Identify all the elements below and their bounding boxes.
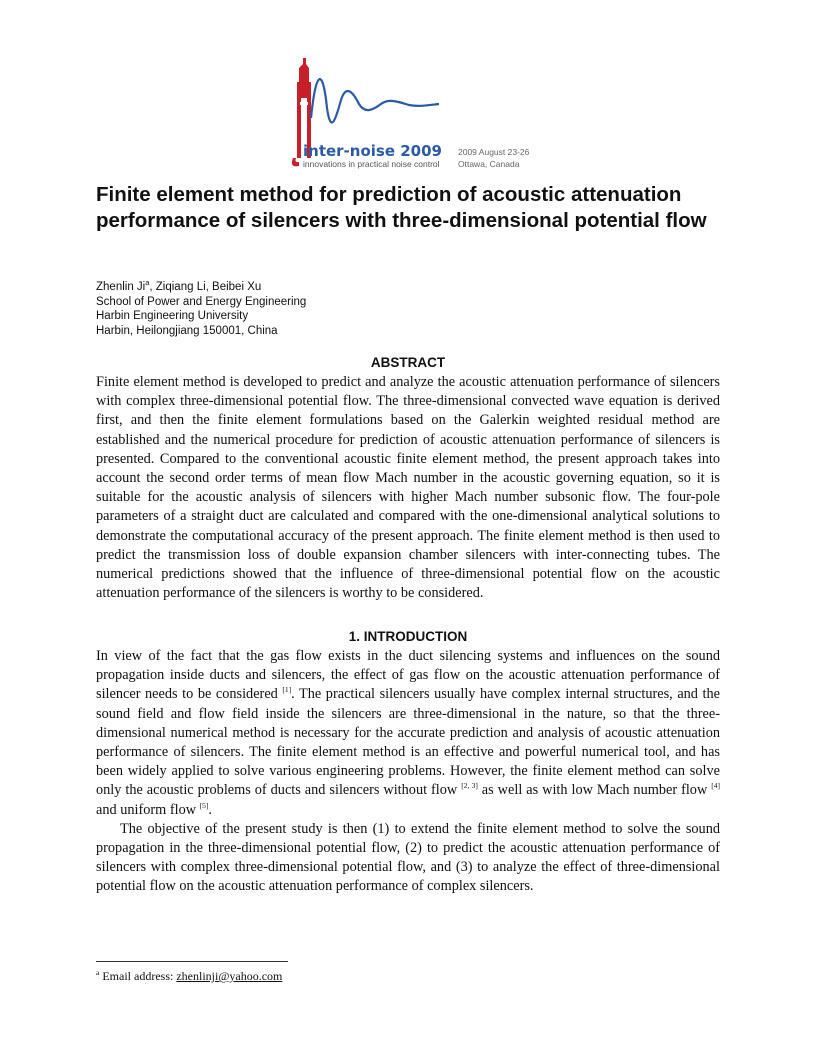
logo-brand-text: inter-noise 2009 bbox=[303, 142, 442, 160]
citation: [2, 3] bbox=[461, 781, 478, 791]
abstract-text: Finite element method is developed to predict and analyze the acoustic attenuation performance of silencers with complex three-dimensional potential flow. The three-dimensional convected wave equation is derived first, and then the finite element formulations based on the Galerkin weighted residual method are established and the numerical procedure for prediction of acoustic attenuation performance of silencers is presented. Compared to the conventional acoustic finite element method, the present approach takes into account the second order terms of mean flow Mach number in the acoustic governing equation, so it is suitable for the acoustic analysis of silencers with higher Mach number subsonic flow. The four-pole parameters of a straight duct are calculated and compared with the one-dimensional analytical solutions to demonstrate the computational accuracy of the present approach. The finite element method is then used to predict the transmission loss of double expansion chamber silencers with inter-connecting tubes. The numerical predictions showed that the influence of three-dimensional potential flow on the acoustic attenuation performance of the silencers is worthy to be considered. bbox=[96, 374, 720, 602]
affiliation-line: Harbin, Heilongjiang 150001, China bbox=[96, 324, 278, 337]
introduction-body bbox=[96, 647, 720, 897]
introduction-heading: 1. INTRODUCTION bbox=[348, 629, 468, 644]
author-footnote-marker: a bbox=[145, 278, 150, 288]
author-block bbox=[96, 280, 696, 338]
abstract-heading: ABSTRACT bbox=[370, 355, 446, 370]
first-author: Zhenlin Ji bbox=[96, 281, 146, 293]
footnote-divider bbox=[96, 961, 288, 962]
footnote-marker: a bbox=[96, 968, 100, 977]
citation: [4] bbox=[711, 781, 720, 791]
conference-logo bbox=[283, 58, 543, 170]
abstract-body bbox=[96, 373, 720, 603]
intro-paragraph-1 bbox=[96, 647, 720, 820]
citation: [1] bbox=[282, 685, 292, 695]
intro-paragraph-2: The objective of the present study is then (1) to extend the finite element method to solve the sound propagation in the three-dimensional potential flow, (2) to predict the acoustic attenuation performance of silencers with complex three-dimensional potential flow, and (3) to analyze the effect of three-dimensional potential flow on the acoustic attenuation performance of complex silencers. bbox=[96, 820, 720, 895]
intro-text: . The practical silencers usually have complex internal structures, and the sound field and flow field inside the silencers are three-dimensional in the nature, so that the three-dimensional numerical method is necessary for the accurate prediction and analysis of acoustic attenuation performance of silencers. The finite element method is an effective and powerful numerical tool, and has been widely applied to solve various engineering problems. However, the finite element method can solve only the acoustic problems of ducts and silencers without flow bbox=[96, 686, 720, 799]
intro-text: and uniform flow bbox=[96, 801, 200, 818]
affiliation-line: School of Power and Energy Engineering bbox=[96, 295, 307, 308]
conference-date: 2009 August 23-26 bbox=[458, 147, 530, 157]
paper-title: Finite element method for prediction of acoustic attenuation performance of silencers with three-dimensional potential flow bbox=[96, 183, 707, 232]
co-authors: , Ziqiang Li, Beibei Xu bbox=[149, 281, 262, 293]
intro-text: as well as with low Mach number flow bbox=[477, 782, 712, 799]
logo-tagline: innovations in practical noise control bbox=[303, 159, 440, 169]
footnote-label: Email address: bbox=[99, 969, 177, 983]
author-names bbox=[96, 280, 696, 295]
email-link[interactable]: zhenlinji@yahoo.com bbox=[176, 969, 283, 983]
affiliation-line: Harbin Engineering University bbox=[96, 310, 249, 322]
intro-text: In view of the fact that the gas flow exists in the duct silencing systems and influences on the sound propagation inside ducts and silencers, the effect of gas flow on the acoustic attenuation performance of silencer needs to be considered bbox=[96, 648, 720, 703]
citation: [5] bbox=[199, 800, 209, 810]
conference-place: Ottawa, Canada bbox=[458, 159, 520, 169]
intro-text: . bbox=[208, 801, 212, 818]
footnote bbox=[96, 969, 596, 984]
